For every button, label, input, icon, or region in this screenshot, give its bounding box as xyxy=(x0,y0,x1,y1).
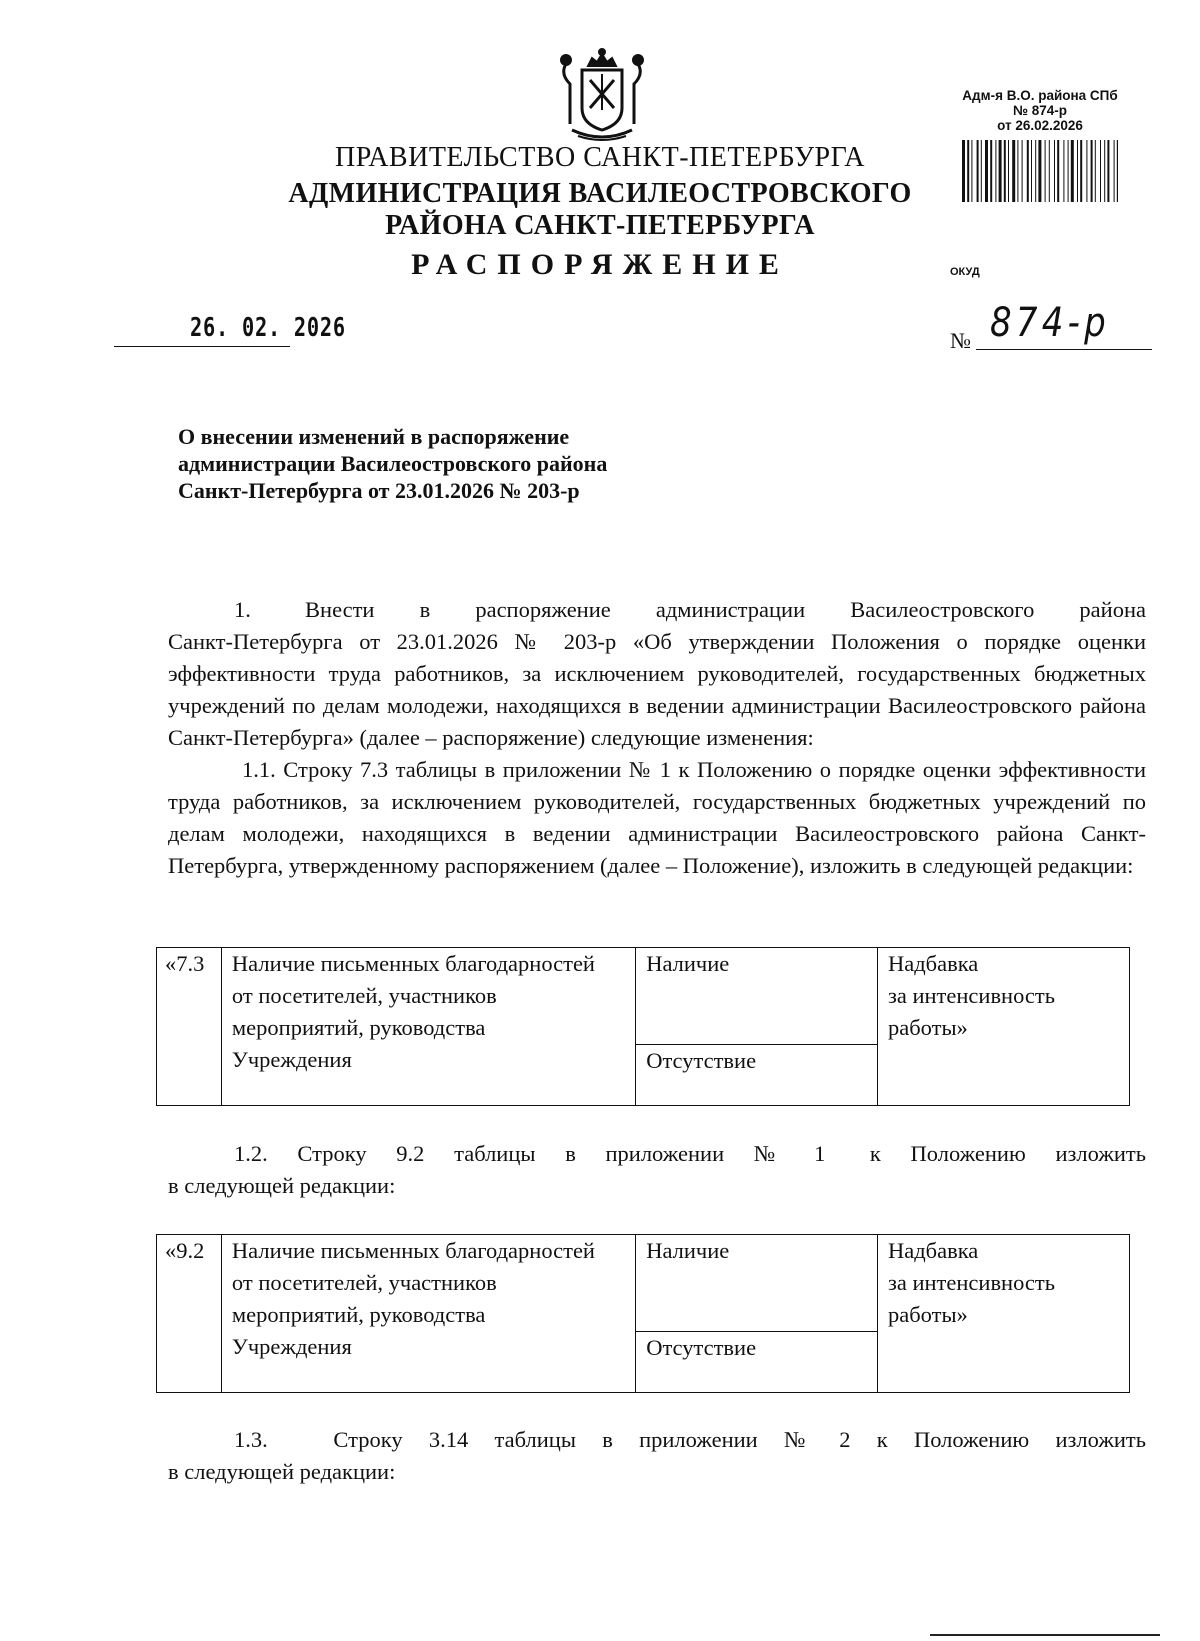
amendment-table-9-2 xyxy=(156,1234,1130,1393)
paragraph-1 xyxy=(168,594,1146,754)
criterion-line: от посетителей, участников xyxy=(231,983,497,1008)
barcode-bar xyxy=(1022,140,1023,202)
okud-label: ОКУД xyxy=(950,266,980,278)
barcode-bar xyxy=(981,140,982,202)
barcode-bar xyxy=(1035,140,1036,202)
barcode-icon xyxy=(962,140,1118,202)
paragraph-1-3 xyxy=(168,1424,1146,1488)
page-bottom-rule xyxy=(930,1634,1160,1636)
barcode-bar xyxy=(1057,140,1059,202)
barcode-bar xyxy=(1054,140,1055,202)
barcode-bar xyxy=(1008,140,1009,202)
payment-line: Надбавка xyxy=(887,951,979,976)
criterion-line: Учреждения xyxy=(231,1334,352,1359)
document-type: РАСПОРЯЖЕНИЕ xyxy=(411,248,789,281)
document-subject xyxy=(178,423,698,504)
document-number: 874-р xyxy=(990,300,1110,346)
administration-title-line1: АДМИНИСТРАЦИЯ ВАСИЛЕОСТРОВСКОГО xyxy=(288,178,912,209)
registration-stamp xyxy=(930,88,1150,133)
barcode-bar xyxy=(1104,140,1105,202)
barcode-bar xyxy=(1100,140,1101,202)
barcode-bar xyxy=(999,140,1002,202)
criterion-line: мероприятий, руководства xyxy=(231,1302,486,1327)
number-sign: № xyxy=(950,328,971,353)
payment-cell xyxy=(877,948,1129,1106)
date-underline xyxy=(114,346,290,347)
criterion-cell xyxy=(221,948,635,1106)
barcode-bar xyxy=(1045,140,1046,202)
administration-title-line2: РАЙОНА САНКТ-ПЕТЕРБУРГА xyxy=(385,210,815,241)
paragraph-1-2-rest: в следующей редакции: xyxy=(168,1173,396,1198)
criterion-line: от посетителей, участников xyxy=(231,1270,497,1295)
barcode-bar xyxy=(971,140,972,202)
barcode-bar xyxy=(1004,140,1006,202)
government-title: ПРАВИТЕЛЬСТВО САНКТ-ПЕТЕРБУРГА xyxy=(335,142,865,173)
number-underline xyxy=(976,349,1152,350)
barcode-bar xyxy=(977,140,979,202)
barcode-bar xyxy=(962,140,965,202)
stamp-line1: Адм-я В.О. района СПб xyxy=(962,88,1118,103)
paragraph-1-3-rest: в следующей редакции: xyxy=(168,1459,396,1484)
criterion-cell xyxy=(221,1235,635,1393)
paragraph-1-rest: Санкт-Петербурга от 23.01.2026 № 203-р «Об утверждении Положения о порядке оценки эффективности труда работников, за исключением руководителей, государственных бюджетных учреждений по делам молодежи, находящихся в ведении администрации Василеостровского района Санкт-Петербурга» (далее – распоряжение) следующие изменения: xyxy=(168,629,1146,750)
barcode-bar xyxy=(1080,140,1082,202)
paragraph-1-first-line: 1. Внести в распоряжение администрации Василеостровского района xyxy=(234,597,1146,622)
barcode-bar xyxy=(1107,140,1109,202)
amendment-table-7-3 xyxy=(156,947,1130,1106)
barcode-bar xyxy=(1071,140,1074,202)
subject-line3: Санкт-Петербурга от 23.01.2026 № 203-р xyxy=(178,478,580,503)
criterion-line: Наличие письменных благодарностей xyxy=(231,951,595,976)
barcode-bar xyxy=(1095,140,1096,202)
barcode-bar xyxy=(1038,140,1041,202)
table-row-number: «9.2 xyxy=(157,1235,222,1393)
barcode-bar xyxy=(1086,140,1087,202)
payment-line: за интенсивность xyxy=(887,1270,1055,1295)
value-absent-cell: Отсутствие xyxy=(636,1332,878,1393)
barcode-bar xyxy=(967,140,969,202)
subject-line2: администрации Василеостровского района xyxy=(178,451,608,476)
payment-line: Надбавка xyxy=(887,1238,979,1263)
stamp-line2: № 874-р xyxy=(1012,103,1068,118)
barcode-bar xyxy=(1031,140,1032,202)
paragraph-1-2-first-line: 1.2. Строку 9.2 таблицы в приложении № 1 к Положению изложить xyxy=(234,1141,1146,1166)
document-date: 26. 02. 2026 xyxy=(190,313,346,343)
subject-line1: О внесении изменений в распоряжение xyxy=(178,424,570,449)
paragraph-1-3-first-line: 1.3. Строку 3.14 таблицы в приложении № 2 к Положению изложить xyxy=(234,1427,1146,1452)
barcode-bar xyxy=(1068,140,1069,202)
value-present-cell: Наличие xyxy=(636,948,878,1045)
barcode-bar xyxy=(1114,140,1115,202)
criterion-line: Учреждения xyxy=(231,1047,352,1072)
barcode-bar xyxy=(1027,140,1029,202)
payment-line: работы» xyxy=(887,1015,968,1040)
barcode-bar xyxy=(995,140,996,202)
table-row-number: «7.3 xyxy=(157,948,222,1106)
coat-of-arms-icon xyxy=(552,44,652,144)
barcode-bar xyxy=(1017,140,1018,202)
barcode-bar xyxy=(990,140,992,202)
criterion-line: Наличие письменных благодарностей xyxy=(231,1238,595,1263)
barcode-bar xyxy=(1012,140,1015,202)
payment-line: работы» xyxy=(887,1302,968,1327)
payment-line: за интенсивность xyxy=(887,983,1055,1008)
barcode-bar xyxy=(1077,140,1078,202)
barcode-bar xyxy=(1063,140,1064,202)
criterion-line: мероприятий, руководства xyxy=(231,1015,486,1040)
barcode-bar xyxy=(985,140,988,202)
value-present-cell: Наличие xyxy=(636,1235,878,1332)
stamp-line3: от 26.02.2026 xyxy=(997,118,1083,133)
payment-cell xyxy=(877,1235,1129,1393)
paragraph-1-2 xyxy=(168,1138,1146,1202)
barcode-bar xyxy=(1117,140,1118,202)
barcode-bar xyxy=(1091,140,1093,202)
value-absent-cell: Отсутствие xyxy=(636,1045,878,1106)
paragraph-1-1: 1.1. Строку 7.3 таблицы в приложении № 1 к Положению о порядке оценки эффективности труда работников, за исключением руководителей, государственных бюджетных учреждений по делам молодежи, находящихся в ведении администрации Василеостровского района Санкт-Петербурга, утвержденному распоряжением (далее – Положение), изложить в следующей редакции: xyxy=(168,757,1146,878)
barcode-bar xyxy=(1049,140,1050,202)
